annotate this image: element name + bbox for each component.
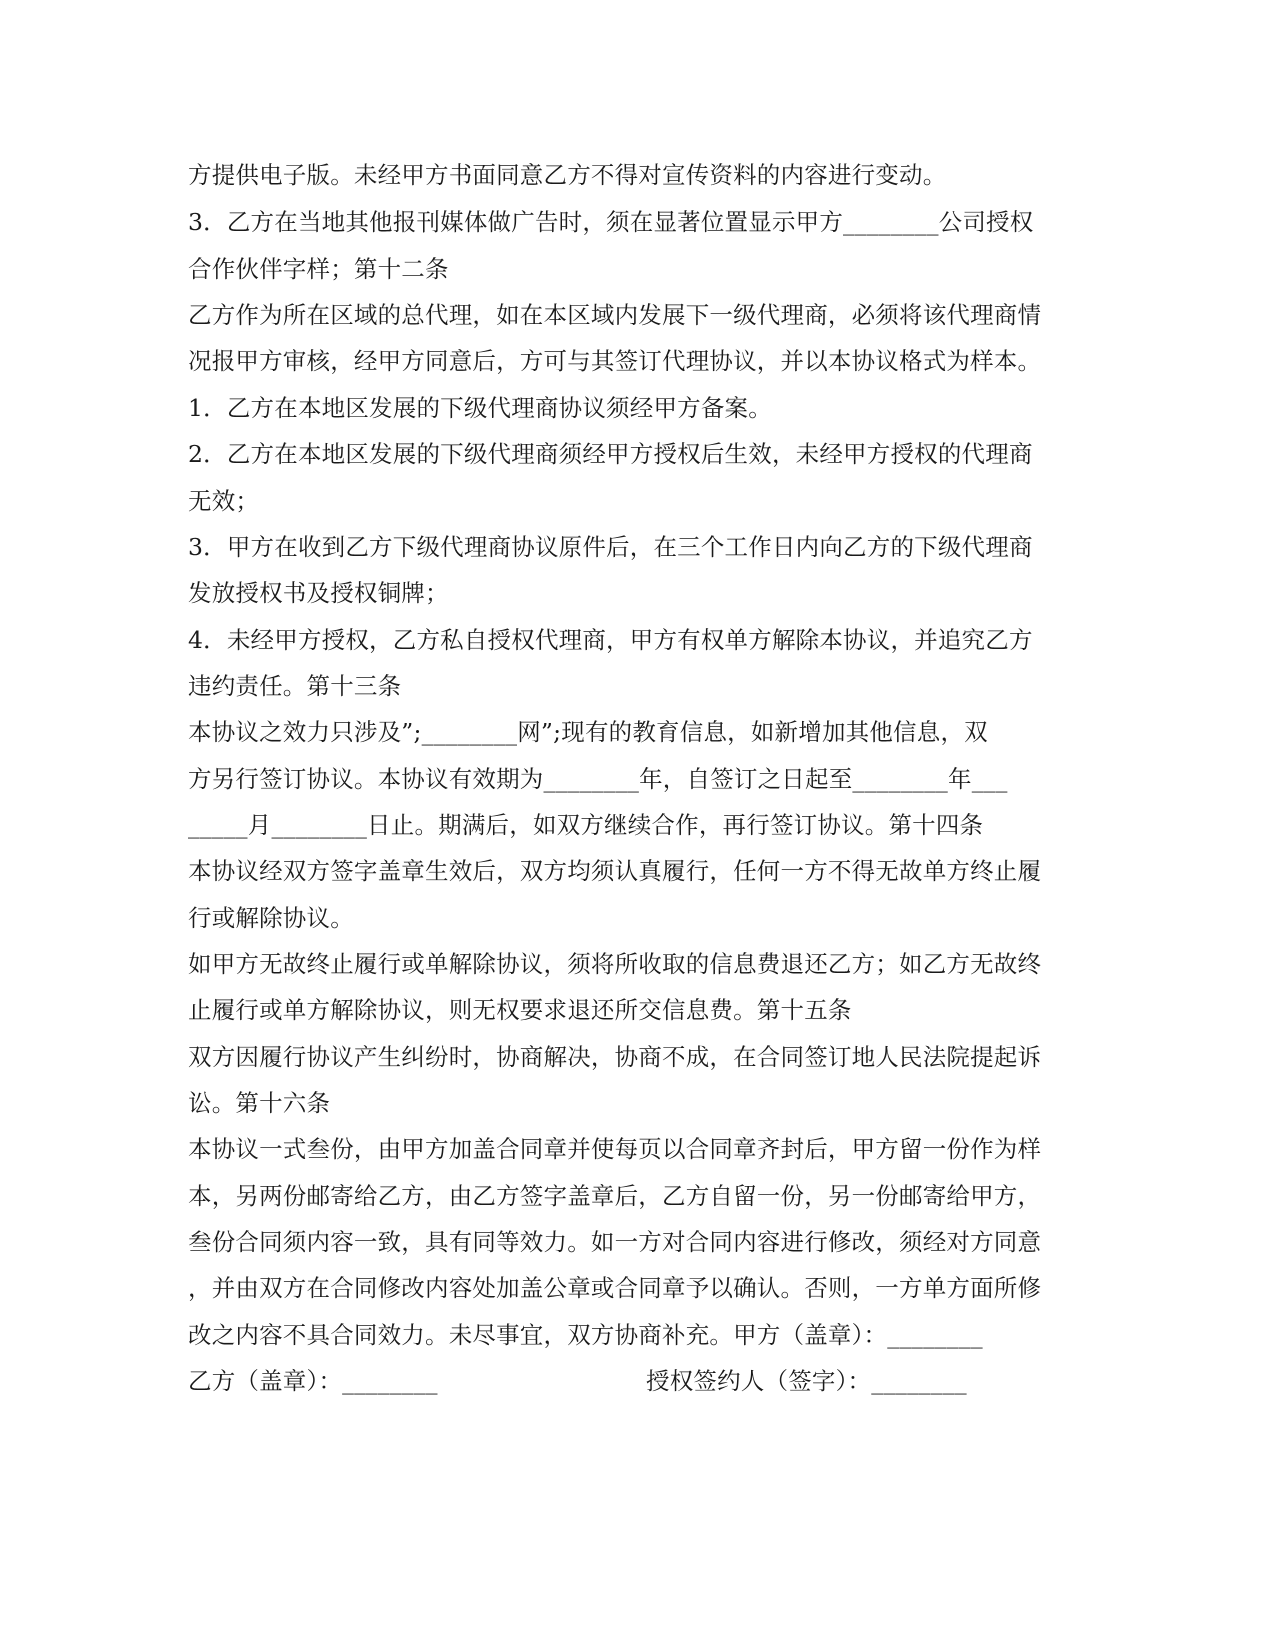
paragraph-line: 发放授权书及授权铜牌； — [188, 579, 449, 607]
paragraph-line: 方另行签订协议。本协议有效期为________年，自签订之日起至________年___ — [188, 765, 1008, 793]
paragraph-line: 叁份合同须内容一致，具有同等效力。如一方对合同内容进行修改，须经对方同意 — [188, 1228, 1042, 1256]
paragraph-line: 改之内容不具合同效力。未尽事宜，双方协商补充。甲方（盖章）：________ — [188, 1321, 983, 1349]
paragraph-line: 本协议经双方签字盖章生效后，双方均须认真履行，任何一方不得无故单方终止履 — [188, 857, 1042, 885]
paragraph-line: 3．甲方在收到乙方下级代理商协议原件后，在三个工作日内向乙方的下级代理商 — [188, 533, 1033, 561]
paragraph-line: 3．乙方在当地其他报刊媒体做广告时，须在显著位置显示甲方________公司授权 — [188, 208, 1034, 236]
paragraph-line: ，并由双方在合同修改内容处加盖公章或合同章予以确认。否则，一方单方面所修 — [188, 1274, 1042, 1302]
authorized-signatory-line: 授权签约人（签字）：________ — [646, 1367, 967, 1395]
party-b-seal-line: 乙方（盖章）：________ — [188, 1367, 438, 1395]
paragraph-line: 乙方作为所在区域的总代理，如在本区域内发展下一级代理商，必须将该代理商情 — [188, 301, 1042, 329]
paragraph-line: 双方因履行协议产生纠纷时，协商解决，协商不成，在合同签订地人民法院提起诉 — [188, 1043, 1042, 1071]
paragraph-line: 本协议一式叁份，由甲方加盖合同章并使每页以合同章齐封后，甲方留一份作为样 — [188, 1135, 1042, 1163]
paragraph-line: 无效； — [188, 487, 260, 515]
paragraph-line: 况报甲方审核，经甲方同意后，方可与其签订代理协议，并以本协议格式为样本。 — [188, 347, 1042, 375]
paragraph-line: 本，另两份邮寄给乙方，由乙方签字盖章后，乙方自留一份，另一份邮寄给甲方， — [188, 1182, 1042, 1210]
paragraph-line: 违约责任。第十三条 — [188, 672, 402, 700]
paragraph-line: 方提供电子版。未经甲方书面同意乙方不得对宣传资料的内容进行变动。 — [188, 161, 947, 189]
paragraph-line: _____月________日止。期满后，如双方继续合作，再行签订协议。第十四条 — [188, 811, 984, 839]
paragraph-line: 止履行或单方解除协议，则无权要求退还所交信息费。第十五条 — [188, 996, 852, 1024]
paragraph-line: 4．未经甲方授权，乙方私自授权代理商，甲方有权单方解除本协议，并追究乙方 — [188, 626, 1033, 654]
paragraph-line: 本协议之效力只涉及”;________网”;现有的教育信息，如新增加其他信息，双 — [188, 718, 988, 746]
paragraph-line: 1．乙方在本地区发展的下级代理商协议须经甲方备案。 — [188, 394, 772, 422]
paragraph-line: 如甲方无故终止履行或单解除协议，须将所收取的信息费退还乙方；如乙方无故终 — [188, 950, 1042, 978]
paragraph-line: 行或解除协议。 — [188, 904, 354, 932]
paragraph-line: 2．乙方在本地区发展的下级代理商须经甲方授权后生效，未经甲方授权的代理商 — [188, 440, 1033, 468]
paragraph-line: 合作伙伴字样；第十二条 — [188, 255, 449, 283]
paragraph-line: 讼。第十六条 — [188, 1089, 331, 1117]
